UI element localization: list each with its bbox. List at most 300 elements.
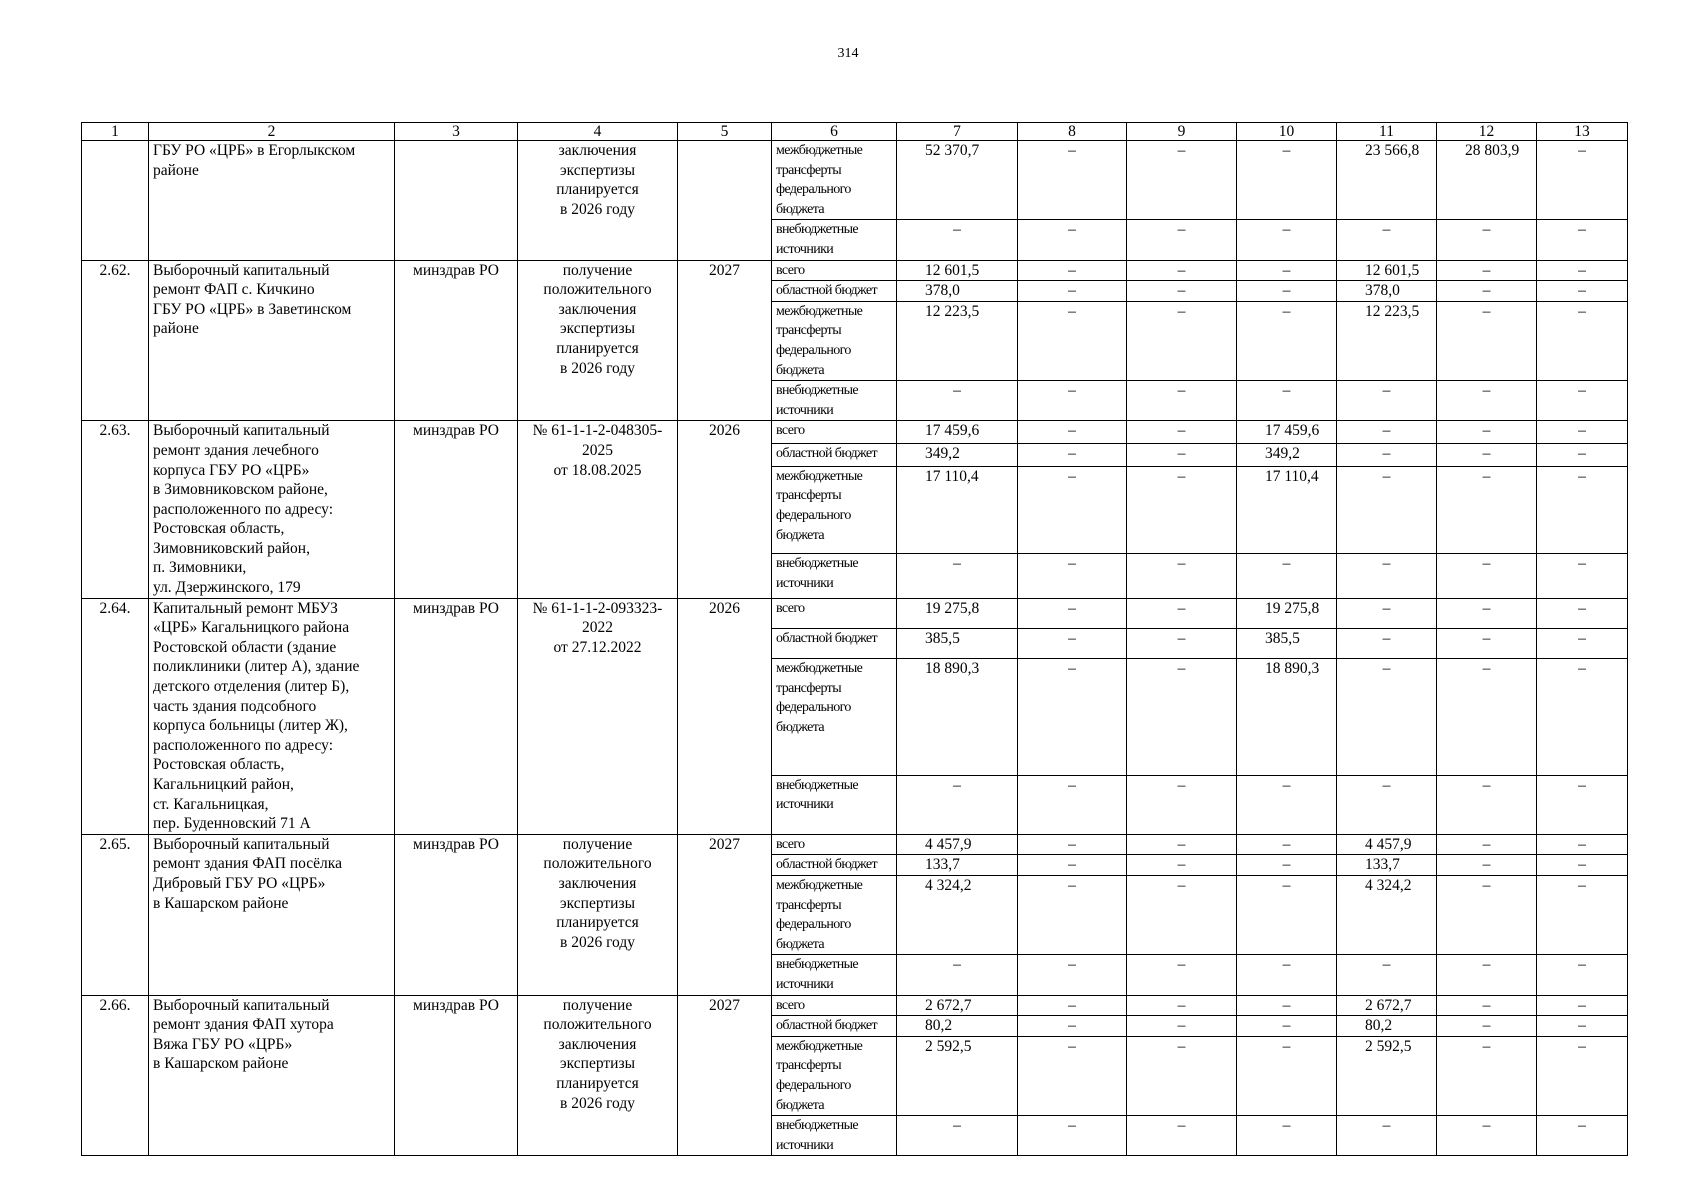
value-cell-c13: – — [1537, 775, 1628, 834]
text-line: всего — [776, 262, 805, 278]
item-name — [149, 995, 395, 1156]
value-cell-c7: – — [897, 220, 1018, 260]
text-line: источники — [776, 402, 834, 418]
source-label — [772, 659, 897, 776]
value-cell-c11: 23 566,8 — [1337, 141, 1437, 220]
value-cell-c7: 4 324,2 — [897, 875, 1018, 954]
text-line: в 2026 году — [560, 359, 635, 377]
value-cell-c9: – — [1127, 141, 1237, 220]
value-cell-c10: – — [1237, 955, 1337, 995]
value-cell-c8: – — [1018, 628, 1127, 658]
text-line: ГБУ РО «ЦРБ» в Егорлыкском — [153, 142, 356, 159]
value-cell-c8: – — [1018, 775, 1127, 834]
text-line: расположенного по адресу: — [153, 500, 333, 518]
source-label — [772, 220, 897, 260]
value-cell-c7: – — [897, 1116, 1018, 1156]
value-cell-c7: 17 459,6 — [897, 421, 1018, 444]
value-cell-c7: 385,5 — [897, 628, 1018, 658]
value-cell-c12: – — [1437, 1116, 1537, 1156]
value-cell-c10: – — [1237, 1016, 1337, 1037]
value-cell-c8: – — [1018, 995, 1127, 1016]
text-line: планируется — [556, 1074, 639, 1092]
value-cell-c8: – — [1018, 444, 1127, 467]
table-row — [82, 421, 1628, 444]
value-cell-c7: – — [897, 775, 1018, 834]
text-line: № 61-1-1-2-048305- — [532, 422, 663, 440]
value-cell-c12: 28 803,9 — [1437, 141, 1537, 220]
text-line: трансферты — [776, 897, 842, 913]
value-cell-c13: – — [1537, 875, 1628, 954]
value-cell-c9: – — [1127, 381, 1237, 421]
source-label — [772, 628, 897, 658]
text-line: детского отделения (литер Б), — [153, 678, 350, 696]
value-cell-c11: 2 592,5 — [1337, 1036, 1437, 1115]
value-cell-c10: – — [1237, 260, 1337, 281]
value-cell-c11: 4 457,9 — [1337, 834, 1437, 855]
value-cell-c7: – — [897, 554, 1018, 598]
text-line: ГБУ РО «ЦРБ» в Заветинском — [153, 300, 352, 318]
value-cell-c12: – — [1437, 281, 1537, 302]
column-header-4: 4 — [518, 123, 678, 141]
text-line: Ростовская область, — [153, 756, 285, 774]
value-cell-c12: – — [1437, 598, 1537, 628]
value-cell-c7: 378,0 — [897, 281, 1018, 302]
column-header-10: 10 — [1237, 123, 1337, 141]
value-cell-c12: – — [1437, 554, 1537, 598]
text-line: внебюджетные — [776, 383, 859, 399]
value-cell-c8: – — [1018, 875, 1127, 954]
value-cell-c10: – — [1237, 281, 1337, 302]
value-cell-c7: 4 457,9 — [897, 834, 1018, 855]
source-label — [772, 1016, 897, 1037]
completion-year: 2027 — [678, 834, 772, 995]
value-cell-c9: – — [1127, 659, 1237, 776]
table-body — [82, 123, 1628, 1156]
value-cell-c11: 4 324,2 — [1337, 875, 1437, 954]
value-cell-c12: – — [1437, 875, 1537, 954]
value-cell-c10: – — [1237, 1116, 1337, 1156]
executor: минздрав РО — [395, 598, 518, 834]
text-line: всего — [776, 997, 805, 1013]
source-label — [772, 1036, 897, 1115]
value-cell-c12: – — [1437, 855, 1537, 876]
value-cell-c13: – — [1537, 281, 1628, 302]
value-cell-c13: – — [1537, 141, 1628, 220]
value-cell-c13: – — [1537, 628, 1628, 658]
value-cell-c10: – — [1237, 995, 1337, 1016]
text-line: межбюджетные — [776, 143, 863, 158]
column-header-8: 8 — [1018, 123, 1127, 141]
text-line: ремонт здания ФАП посёлка — [153, 855, 342, 873]
text-line: ремонт здания лечебного — [153, 441, 319, 459]
value-cell-c13: – — [1537, 301, 1628, 380]
item-number: 2.63. — [82, 421, 149, 598]
investment-table — [81, 122, 1628, 1156]
value-cell-c9: – — [1127, 281, 1237, 302]
value-cell-c12: – — [1437, 421, 1537, 444]
text-line: Выборочный капитальный — [153, 261, 330, 279]
column-header-6: 6 — [772, 123, 897, 141]
text-line: бюджета — [776, 719, 824, 735]
value-cell-c11: – — [1337, 554, 1437, 598]
executor: минздрав РО — [395, 995, 518, 1156]
value-cell-c11: – — [1337, 220, 1437, 260]
completion-year: 2027 — [678, 260, 772, 421]
source-label — [772, 421, 897, 444]
value-cell-c7: 19 275,8 — [897, 598, 1018, 628]
text-line: Зимовниковский район, — [153, 539, 310, 557]
table-row — [82, 995, 1628, 1016]
table-row — [82, 598, 1628, 628]
text-line: районе — [153, 161, 199, 179]
value-cell-c8: – — [1018, 955, 1127, 995]
item-name — [149, 834, 395, 995]
text-line: Капитальный ремонт МБУЗ — [153, 599, 338, 617]
column-number-row — [82, 123, 1628, 141]
value-cell-c13: – — [1537, 554, 1628, 598]
text-line: ст. Кагальницкая, — [153, 795, 269, 813]
value-cell-c11: – — [1337, 1116, 1437, 1156]
text-line: положительного — [543, 855, 652, 873]
text-line: п. Зимовники, — [153, 559, 247, 577]
value-cell-c12: – — [1437, 628, 1537, 658]
value-cell-c10: – — [1237, 775, 1337, 834]
value-cell-c8: – — [1018, 381, 1127, 421]
text-line: в Кашарском районе — [153, 1055, 289, 1073]
value-cell-c13: – — [1537, 421, 1628, 444]
text-line: всего — [776, 423, 805, 439]
item-name — [149, 598, 395, 834]
value-cell-c10: – — [1237, 554, 1337, 598]
text-line: областной бюджет — [776, 446, 878, 462]
value-cell-c11: – — [1337, 659, 1437, 776]
text-line: Ростовская область, — [153, 520, 285, 538]
value-cell-c7: 12 223,5 — [897, 301, 1018, 380]
text-line: Ростовской области (здание — [153, 638, 337, 656]
text-line: 2025 — [582, 441, 613, 459]
value-cell-c13: – — [1537, 466, 1628, 554]
value-cell-c12: – — [1437, 466, 1537, 554]
column-header-9: 9 — [1127, 123, 1237, 141]
document-status — [518, 421, 678, 598]
text-line: в Зимовниковском районе, — [153, 481, 328, 499]
completion-year: 2026 — [678, 598, 772, 834]
text-line: межбюджетные — [776, 468, 863, 484]
text-line: трансферты — [776, 323, 842, 339]
text-line: ремонт здания ФАП хутора — [153, 1016, 334, 1034]
value-cell-c8: – — [1018, 659, 1127, 776]
text-line: федерального — [776, 917, 851, 933]
table-row — [82, 141, 1628, 220]
value-cell-c13: – — [1537, 260, 1628, 281]
value-cell-c13: – — [1537, 381, 1628, 421]
text-line: областной бюджет — [776, 1018, 878, 1034]
text-line: положительного — [543, 281, 652, 299]
value-cell-c8: – — [1018, 141, 1127, 220]
text-line: бюджета — [776, 362, 824, 378]
text-line: корпуса больницы (литер Ж), — [153, 717, 348, 735]
value-cell-c7: 2 672,7 — [897, 995, 1018, 1016]
value-cell-c13: – — [1537, 834, 1628, 855]
item-name — [149, 260, 395, 421]
value-cell-c11: – — [1337, 444, 1437, 467]
completion-year — [678, 141, 772, 261]
text-line: в 2026 году — [560, 933, 635, 951]
value-cell-c9: – — [1127, 260, 1237, 281]
value-cell-c8: – — [1018, 421, 1127, 444]
value-cell-c12: – — [1437, 659, 1537, 776]
text-line: трансферты — [776, 1058, 842, 1074]
value-cell-c12: – — [1437, 995, 1537, 1016]
value-cell-c11: 80,2 — [1337, 1016, 1437, 1037]
text-line: бюджета — [776, 201, 824, 217]
text-line: ул. Дзержинского, 179 — [153, 579, 301, 597]
value-cell-c10: 19 275,8 — [1237, 598, 1337, 628]
value-cell-c7: 12 601,5 — [897, 260, 1018, 281]
value-cell-c7: 2 592,5 — [897, 1036, 1018, 1115]
value-cell-c9: – — [1127, 628, 1237, 658]
value-cell-c12: – — [1437, 775, 1537, 834]
document-status — [518, 598, 678, 834]
item-number: 2.64. — [82, 598, 149, 834]
value-cell-c9: – — [1127, 466, 1237, 554]
text-line: федерального — [776, 700, 851, 716]
text-line: районе — [153, 320, 199, 338]
executor — [395, 141, 518, 261]
source-label — [772, 381, 897, 421]
value-cell-c7: 133,7 — [897, 855, 1018, 876]
source-label — [772, 775, 897, 834]
value-cell-c11: – — [1337, 598, 1437, 628]
value-cell-c7: 52 370,7 — [897, 141, 1018, 220]
executor: минздрав РО — [395, 834, 518, 995]
value-cell-c7: 80,2 — [897, 1016, 1018, 1037]
document-status — [518, 995, 678, 1156]
text-line: источники — [776, 976, 834, 992]
item-number: 2.66. — [82, 995, 149, 1156]
value-cell-c13: – — [1537, 995, 1628, 1016]
value-cell-c12: – — [1437, 301, 1537, 380]
value-cell-c12: – — [1437, 955, 1537, 995]
value-cell-c11: – — [1337, 466, 1437, 554]
value-cell-c12: – — [1437, 220, 1537, 260]
text-line: федерального — [776, 182, 851, 198]
value-cell-c11: – — [1337, 628, 1437, 658]
value-cell-c8: – — [1018, 220, 1127, 260]
text-line: областной бюджет — [776, 630, 878, 646]
value-cell-c12: – — [1437, 381, 1537, 421]
value-cell-c10: – — [1237, 220, 1337, 260]
text-line: трансферты — [776, 680, 842, 696]
text-line: экспертизы — [559, 161, 635, 179]
table-row — [82, 834, 1628, 855]
text-line: № 61-1-1-2-093323- — [532, 599, 663, 617]
item-number: 2.62. — [82, 260, 149, 421]
value-cell-c7: – — [897, 381, 1018, 421]
text-line: трансферты — [776, 488, 842, 504]
value-cell-c13: – — [1537, 444, 1628, 467]
value-cell-c9: – — [1127, 220, 1237, 260]
value-cell-c9: – — [1127, 554, 1237, 598]
text-line: заключения — [558, 1035, 637, 1053]
column-header-3: 3 — [395, 123, 518, 141]
table-row — [82, 260, 1628, 281]
value-cell-c9: – — [1127, 855, 1237, 876]
value-cell-c10: 385,5 — [1237, 628, 1337, 658]
text-line: бюджета — [776, 527, 824, 543]
value-cell-c11: – — [1337, 955, 1437, 995]
value-cell-c11: 2 672,7 — [1337, 995, 1437, 1016]
value-cell-c9: – — [1127, 444, 1237, 467]
value-cell-c11: – — [1337, 775, 1437, 834]
text-line: планируется — [556, 914, 639, 932]
value-cell-c9: – — [1127, 598, 1237, 628]
text-line: внебюджетные — [776, 556, 859, 572]
value-cell-c13: – — [1537, 220, 1628, 260]
value-cell-c13: – — [1537, 1036, 1628, 1115]
text-line: планируется — [556, 339, 639, 357]
value-cell-c13: – — [1537, 1016, 1628, 1037]
value-cell-c11: – — [1337, 421, 1437, 444]
text-line: межбюджетные — [776, 1038, 863, 1054]
value-cell-c9: – — [1127, 834, 1237, 855]
value-cell-c11: 12 601,5 — [1337, 260, 1437, 281]
source-label — [772, 301, 897, 380]
text-line: планируется — [556, 181, 639, 199]
text-line: часть здания подсобного — [153, 697, 317, 715]
source-label — [772, 1116, 897, 1156]
text-line: 2022 — [582, 619, 613, 637]
value-cell-c9: – — [1127, 955, 1237, 995]
text-line: федерального — [776, 507, 851, 523]
text-line: Выборочный капитальный — [153, 835, 330, 853]
text-line: внебюджетные — [776, 222, 859, 238]
text-line: внебюджетные — [776, 777, 859, 793]
completion-year: 2026 — [678, 421, 772, 598]
document-status — [518, 141, 678, 261]
value-cell-c12: – — [1437, 834, 1537, 855]
executor: минздрав РО — [395, 260, 518, 421]
text-line: заключения — [558, 300, 637, 318]
value-cell-c8: – — [1018, 1036, 1127, 1115]
value-cell-c8: – — [1018, 554, 1127, 598]
text-line: бюджета — [776, 1097, 824, 1113]
value-cell-c8: – — [1018, 281, 1127, 302]
value-cell-c13: – — [1537, 1116, 1628, 1156]
text-line: в 2026 году — [560, 200, 635, 218]
value-cell-c9: – — [1127, 1016, 1237, 1037]
column-header-13: 13 — [1537, 123, 1628, 141]
text-line: заключения — [558, 142, 637, 159]
text-line: от 27.12.2022 — [553, 638, 642, 656]
text-line: от 18.08.2025 — [553, 461, 642, 479]
text-line: экспертизы — [559, 894, 635, 912]
text-line: поликлиники (литер А), здание — [153, 658, 360, 676]
text-line: в Кашарском районе — [153, 894, 289, 912]
value-cell-c11: – — [1337, 381, 1437, 421]
text-line: источники — [776, 1137, 834, 1153]
text-line: положительного — [543, 1016, 652, 1034]
value-cell-c10: 17 459,6 — [1237, 421, 1337, 444]
text-line: федерального — [776, 342, 851, 358]
value-cell-c8: – — [1018, 834, 1127, 855]
text-line: получение — [562, 261, 633, 279]
completion-year: 2027 — [678, 995, 772, 1156]
source-label — [772, 855, 897, 876]
text-line: источники — [776, 241, 834, 257]
source-label — [772, 141, 897, 220]
text-line: ремонт ФАП с. Кичкино — [153, 281, 315, 299]
value-cell-c7: – — [897, 955, 1018, 995]
column-header-2: 2 — [149, 123, 395, 141]
value-cell-c9: – — [1127, 301, 1237, 380]
column-header-11: 11 — [1337, 123, 1437, 141]
value-cell-c7: 349,2 — [897, 444, 1018, 467]
value-cell-c12: – — [1437, 1036, 1537, 1115]
text-line: межбюджетные — [776, 661, 863, 677]
value-cell-c11: 378,0 — [1337, 281, 1437, 302]
value-cell-c8: – — [1018, 466, 1127, 554]
column-header-12: 12 — [1437, 123, 1537, 141]
document-status — [518, 834, 678, 995]
value-cell-c10: 349,2 — [1237, 444, 1337, 467]
source-label — [772, 444, 897, 467]
value-cell-c8: – — [1018, 301, 1127, 380]
column-header-5: 5 — [678, 123, 772, 141]
value-cell-c11: 12 223,5 — [1337, 301, 1437, 380]
text-line: областной бюджет — [776, 857, 878, 873]
source-label — [772, 554, 897, 598]
text-line: расположенного по адресу: — [153, 736, 333, 754]
text-line: межбюджетные — [776, 877, 863, 893]
source-label — [772, 875, 897, 954]
source-label — [772, 834, 897, 855]
text-line: всего — [776, 600, 805, 616]
text-line: Выборочный капитальный — [153, 996, 330, 1014]
source-label — [772, 598, 897, 628]
value-cell-c13: – — [1537, 598, 1628, 628]
source-label — [772, 995, 897, 1016]
text-line: Дибровый ГБУ РО «ЦРБ» — [153, 874, 326, 892]
value-cell-c8: – — [1018, 260, 1127, 281]
item-name — [149, 141, 395, 261]
value-cell-c11: 133,7 — [1337, 855, 1437, 876]
text-line: бюджета — [776, 936, 824, 952]
text-line: экспертизы — [559, 1055, 635, 1073]
value-cell-c10: – — [1237, 301, 1337, 380]
text-line: заключения — [558, 874, 637, 892]
text-line: в 2026 году — [560, 1094, 635, 1112]
document-status — [518, 260, 678, 421]
value-cell-c13: – — [1537, 659, 1628, 776]
value-cell-c9: – — [1127, 775, 1237, 834]
value-cell-c10: 17 110,4 — [1237, 466, 1337, 554]
value-cell-c10: – — [1237, 381, 1337, 421]
value-cell-c8: – — [1018, 1016, 1127, 1037]
text-line: получение — [562, 996, 633, 1014]
value-cell-c10: – — [1237, 1036, 1337, 1115]
text-line: экспертизы — [559, 320, 635, 338]
value-cell-c10: – — [1237, 141, 1337, 220]
source-label — [772, 466, 897, 554]
column-header-7: 7 — [897, 123, 1018, 141]
text-line: внебюджетные — [776, 1118, 859, 1134]
text-line: получение — [562, 835, 633, 853]
value-cell-c13: – — [1537, 855, 1628, 876]
item-name — [149, 421, 395, 598]
text-line: федерального — [776, 1077, 851, 1093]
text-line: источники — [776, 575, 834, 591]
